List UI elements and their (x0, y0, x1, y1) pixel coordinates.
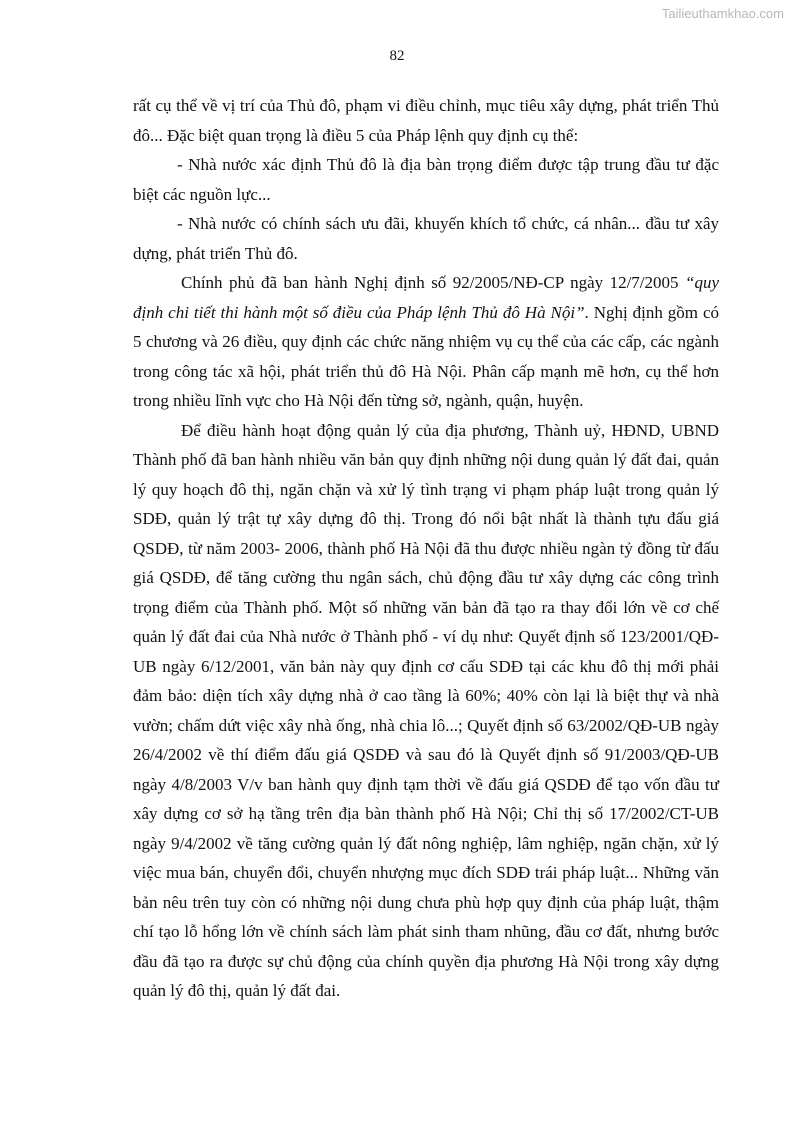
decree-tail-text: . Nghị định gồm có 5 chương và 26 điều, quy định các chức năng nhiệm vụ cụ thể của các cấp, các ngành trong công tác xã hội, phát triển thủ đô Hà Nội. Phân cấp mạnh mẽ hơn, cụ thể hơn trong nhiều lĩnh vực cho Hà Nội đến từng sở, ngành, quận, huyện. (133, 302, 719, 410)
bullet-item-1: - Nhà nước xác định Thủ đô là địa bàn trọng điểm được tập trung đầu tư đặc biệt các nguồn lực... (133, 155, 719, 204)
page-number: 82 (389, 48, 405, 64)
paragraph-management: Để điều hành hoạt động quản lý của địa phương, Thành uỷ, HĐND, UBND Thành phố đã ban hành nhiều văn bản quy định những nội dung quản lý đất đai, quản lý quy hoạch đô thị, ngăn chặn và xử lý tình trạng vi phạm pháp luật trong quản lý SDĐ, quản lý trật tự xây dựng đô thị. Trong đó nổi bật nhất là thành tựu đấu giá QSDĐ, từ năm 2003- 2006, thành phố Hà Nội đã thu được nhiều ngàn tỷ đồng từ đấu giá QSDĐ, để tăng cường thu ngân sách, chủ động đầu tư xây dựng các công trình trọng điểm của Thành phố. Một số những văn bản đã tạo ra thay đổi lớn về cơ chế quản lý đất đai của Nhà nước ở Thành phố - ví dụ như: Quyết định số 123/2001/QĐ-UB ngày 6/12/2001, văn bản này quy định cơ cấu SDĐ tại các khu đô thị mới phải đảm bảo: diện tích xây dựng nhà ở cao tầng là 60%; 40% còn lại là biệt thự và nhà vườn; chấm dứt việc xây nhà ống, nhà chia lô...; Quyết định số 63/2002/QĐ-UB ngày 26/4/2002 về thí điểm đấu giá QSDĐ và sau đó là Quyết định số 91/2003/QĐ-UB ngày 4/8/2003 V/v ban hành quy định tạm thời về đấu giá QSDĐ để tạo vốn đầu tư xây dựng cơ sở hạ tầng trên địa bàn thành phố Hà Nội; Chỉ thị số 17/2002/CT-UB ngày 9/4/2002 về tăng cường quản lý đất nông nghiệp, lâm nghiệp, ngăn chặn, xử lý việc mua bán, chuyển đổi, chuyển nhượng mục đích SDĐ trái pháp luật... Những văn bản nêu trên tuy còn có những nội dung chưa phù hợp quy định của pháp luật, thậm chí tạo lỗ hổng lớn về chính sách làm phát sinh tham nhũng, đầu cơ đất, nhưng bước đầu đã tạo ra được sự chủ động của chính quyền địa phương Hà Nội trong xây dựng quản lý đô thị, quản lý đất đai. (133, 420, 719, 1000)
paragraph-decree (133, 268, 719, 416)
paragraph-continuation: rất cụ thể về vị trí của Thủ đô, phạm vi điều chỉnh, mục tiêu xây dựng, phát triển Thủ đô... Đặc biệt quan trọng là điều 5 của Pháp lệnh quy định cụ thể: (133, 96, 719, 145)
bullet-item-2: - Nhà nước có chính sách ưu đãi, khuyến khích tổ chức, cá nhân... đầu tư xây dựng, phát triển Thủ đô. (133, 214, 719, 263)
watermark: Tailieuthamkhao.com (661, 6, 784, 21)
document-body (133, 91, 719, 1006)
decree-lead-text: Chính phủ đã ban hành Nghị định số 92/2005/NĐ-CP ngày 12/7/2005 (181, 273, 685, 292)
decree-title-italic: “quy định chi tiết thi hành một số điều của Pháp lệnh Thủ đô Hà Nội” (133, 273, 719, 322)
